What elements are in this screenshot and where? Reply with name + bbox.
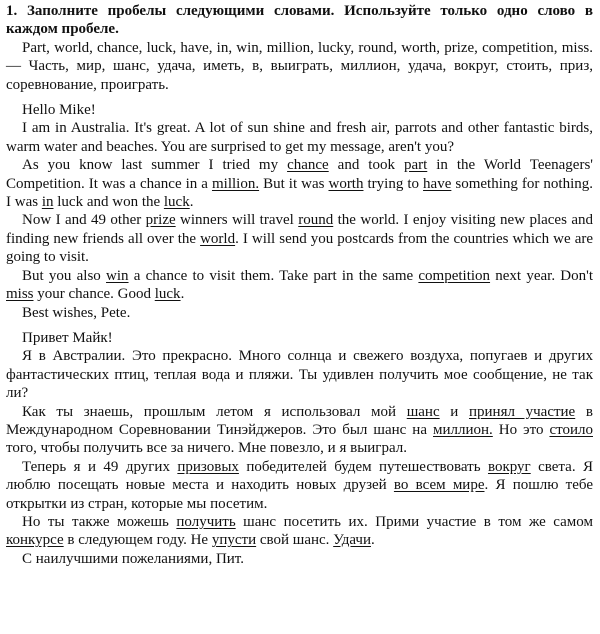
text-segment: Но ты также можешь	[22, 513, 177, 530]
filled-word: упусти	[211, 532, 257, 549]
filled-word: вокруг	[487, 458, 531, 475]
filled-word: miss	[6, 286, 34, 303]
russian-paragraph-4	[6, 513, 593, 550]
filled-word: стоило	[549, 421, 593, 438]
english-paragraph-4	[6, 267, 593, 304]
text-segment: Теперь я и 49 других	[22, 458, 178, 475]
text-segment: something for nothing. I was	[6, 175, 594, 211]
filled-word: конкурсе	[6, 532, 64, 549]
text-segment: winners will travel	[175, 212, 299, 229]
text-segment: . Я пошлю тебе открытки из стран, которые мы посетим.	[6, 477, 593, 512]
text-segment: . I will send you postcards from the countries which we are going to visit.	[6, 230, 593, 266]
russian-paragraph-1: Я в Австралии. Это прекрасно. Много солнца и свежего воздуха, попугаев и других фантастических птиц, теплая вода и пляжи. Ты удивлен получить мое сообщение, не так ли?	[6, 348, 593, 402]
filled-word: win	[106, 267, 129, 284]
filled-word: prize	[145, 212, 176, 229]
filled-word: получить	[176, 513, 236, 530]
text-segment: Как ты знаешь, прошлым летом я использовал мой	[22, 403, 407, 420]
text-segment: the world. I enjoy visiting new places and finding new friends all over the	[6, 212, 593, 247]
filled-word: luck	[154, 286, 181, 303]
filled-word: have	[423, 175, 452, 192]
text-segment: и	[439, 403, 469, 420]
text-segment: .	[180, 286, 185, 303]
english-closing: Best wishes, Pete.	[22, 304, 131, 321]
english-letter	[6, 101, 593, 322]
text-segment: в следующем году. Не	[63, 532, 212, 549]
russian-closing: С наилучшими пожеланиями, Пит.	[22, 550, 244, 567]
english-paragraph-3	[6, 211, 593, 266]
text-segment: luck and won the	[53, 194, 164, 211]
text-segment: and took	[328, 157, 404, 174]
filled-word: worth	[328, 175, 364, 192]
text-segment: a chance to visit them. Take part in the same	[128, 267, 419, 284]
text-segment: свой шанс.	[256, 532, 334, 549]
filled-word: шанс	[406, 403, 440, 420]
text-segment: trying to	[363, 175, 424, 192]
filled-word: принял участие	[468, 403, 576, 420]
text-segment: in the World Teenagers' Competition. It was a chance in a	[6, 157, 593, 192]
text-segment: Now I and 49 other	[22, 212, 146, 229]
text-segment: .	[189, 194, 194, 211]
text-segment: But you also	[22, 267, 107, 284]
word-bank: Part, world, chance, luck, have, in, win, million, lucky, round, worth, prize, competition, miss. — Часть, мир, шанс, удача, иметь, в, выиграть, миллион, удача, вокруг, стоить, приз, соревнование, проиграть.	[6, 39, 593, 93]
filled-word: миллион.	[433, 421, 493, 438]
text-segment: победителей будем путешествовать	[238, 458, 488, 475]
text-segment: Но это	[492, 421, 550, 438]
russian-paragraph-3	[6, 458, 593, 513]
filled-word: round	[298, 212, 334, 229]
filled-word: во всем мире	[393, 477, 485, 494]
filled-word: world	[200, 230, 236, 247]
filled-word: chance	[287, 157, 329, 174]
english-paragraph-2	[6, 156, 593, 211]
russian-greeting: Привет Майк!	[22, 329, 113, 346]
text-segment: As you know last summer I tried my	[22, 157, 288, 174]
english-greeting: Hello Mike!	[22, 102, 96, 119]
russian-paragraph-2	[6, 403, 593, 458]
task-heading: 1. Заполните пробелы следующими словами. Используйте только одно слово в каждом пробеле.	[6, 3, 593, 38]
filled-word: million.	[211, 175, 260, 192]
text-segment: But it was	[259, 175, 329, 192]
filled-word: Удачи	[333, 532, 371, 549]
english-paragraph-1: I am in Australia. It's great. A lot of sun shine and fresh air, parrots and other fantastic birds, warm water and beaches. You are surprised to get my message, aren't you?	[6, 120, 593, 155]
filled-word: part	[403, 157, 428, 174]
text-segment: next year. Don't	[490, 267, 593, 284]
text-segment: шанс посетить их. Прими участие в том же самом	[235, 513, 593, 530]
filled-word: in	[41, 194, 54, 211]
filled-word: competition	[418, 267, 491, 284]
text-segment: света. Я люблю посещать новые места и находить новых друзей	[6, 458, 593, 494]
filled-word: призовых	[177, 458, 239, 475]
filled-word: luck	[163, 194, 190, 211]
text-segment: того, чтобы получить все за ничего. Мне повезло, и я выиграл.	[6, 440, 407, 457]
text-segment: в Международном Соревновании Тинэйджеров. Это был шанс на	[6, 403, 593, 438]
russian-letter	[6, 329, 593, 568]
text-segment: .	[370, 532, 375, 549]
text-segment: your chance. Good	[33, 286, 155, 303]
